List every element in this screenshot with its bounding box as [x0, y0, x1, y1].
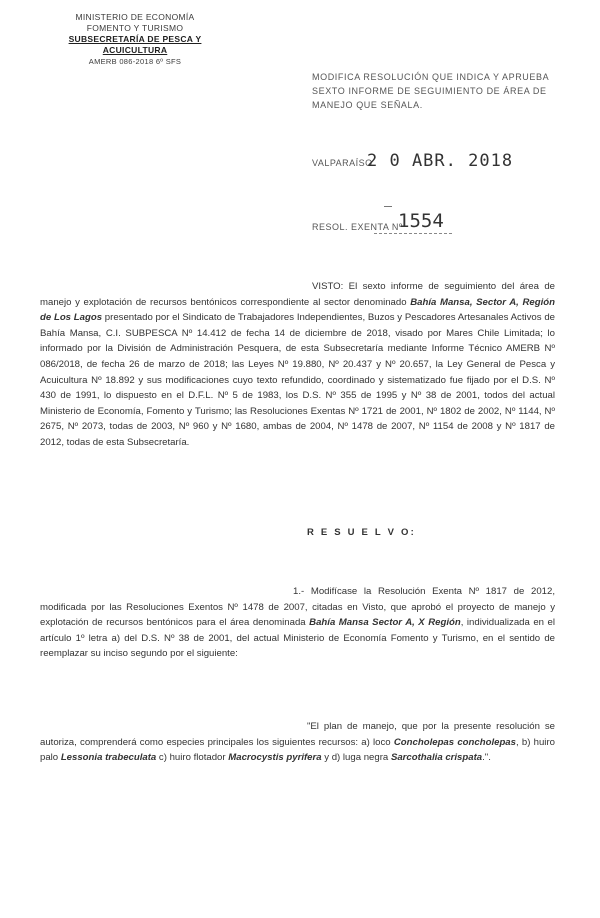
date-stamp: 2 0 ABR. 2018: [367, 151, 514, 171]
quote-text-2: , b) huiro palo: [40, 736, 555, 764]
visto-sector-name: Bahía Mansa, Sector A, Región de Los Lagos: [40, 296, 555, 324]
quote-text-4: y d) luga negra: [321, 752, 391, 764]
quoted-paragraph: [40, 719, 555, 766]
reference-code: AMERB 086-2018 6º SFS: [88, 57, 182, 66]
quote-text-1: "El plan de manejo, que por la presente resolución se autoriza, comprenderá como especies principales los siguientes recursos: a) loco: [40, 721, 555, 748]
quote-text-3: c) huiro flotador: [156, 752, 229, 764]
resuelvo-heading: R E S U E L V O:: [307, 527, 416, 538]
stamp-mark: [384, 206, 392, 207]
resolution-item-1: [40, 584, 555, 662]
resolution-subject: MODIFICA RESOLUCIÓN QUE INDICA Y APRUEBA SEXTO INFORME DE SEGUIMIENTO DE ÁREA DE MANEJO QUE SEÑALA.: [312, 72, 549, 110]
resol-number: 1554: [398, 210, 444, 232]
res1-area-name: Bahía Mansa Sector A, X Región: [309, 617, 461, 629]
letterhead: [40, 12, 230, 67]
subsecretaria-name: SUBSECRETARÍA DE PESCA Y ACUICULTURA: [68, 34, 202, 55]
resol-underline: [374, 233, 452, 234]
resol-label: RESOL. EXENTA Nº: [312, 222, 403, 232]
visto-text-1: VISTO: El sexto informe de seguimiento del área de manejo y explotación de recursos bentónicos correspondiente al sector denominado: [40, 281, 555, 308]
res1-text-1: 1.- Modifícase la Resolución Exenta Nº 1817 de 2012, modificada por las Resoluciones Exentos Nº 1478 de 2007, citadas en Visto, que aprobó el proyecto de manejo y explotación de recursos bentónicos para el área denominada: [40, 586, 555, 629]
species-3: Macrocystis pyrifera: [228, 752, 322, 764]
species-4: Sarcothalia crispata: [390, 752, 483, 764]
species-2: Lessonia trabeculata: [60, 752, 157, 764]
visto-text-2: presentado por el Sindicato de Trabajadores Independientes, Buzos y Pescadores Artesanales Activos de Bahía Mansa, C.I. SUBPESCA Nº 14.412 de fecha 14 de diciembre de 2018, visado por Mares Chile Limitada; lo informado por la División de Administración Pesquera, de esta Subsecretaría mediante Informe Técnico AMERB Nº 086/2018, de fecha 26 de marzo de 2018; las Leyes Nº 19.880, Nº 20.437 y Nº 20.657, la Ley General de Pesca y Acuicultura Nº 18.892 y sus modificaciones cuyo texto refundido, coordinado y sistematizado fue fijado por el D.S. Nº 430 de 1991, lo dispuesto en el D.F.L. Nº 5 de 1983, los D.S. Nº 355 de 1995 y Nº 38 de 2001, todos del actual Ministerio de Economía, Fomento y Turismo; las Resoluciones Exentas Nº 1721 de 2001, Nº 1802 de 2002, Nº 1144, Nº 2675, Nº 2073, todas de 2003, Nº 960 y Nº 1680, ambas de 2004, Nº 1478 de 2007, Nº 1154 de 2008 y Nº 1817 de 2012, todas de esta Subsecretaría.: [40, 312, 555, 448]
ministry-name: MINISTERIO DE ECONOMÍA: [75, 12, 195, 22]
place-label: VALPARAÍSO: [312, 158, 373, 168]
res1-text-2: , individualizada en el artículo 1º letra a) del D.S. Nº 38 de 2001, del actual Ministerio de Economía Fomento y Turismo, en el sentido de reemplazar su inciso segundo por el siguiente:: [40, 617, 555, 660]
species-1: Concholepas concholepas: [393, 736, 516, 748]
ministry-subname: FOMENTO Y TURISMO: [86, 23, 184, 33]
visto-paragraph: [40, 279, 555, 451]
quote-text-5: .".: [482, 752, 491, 764]
